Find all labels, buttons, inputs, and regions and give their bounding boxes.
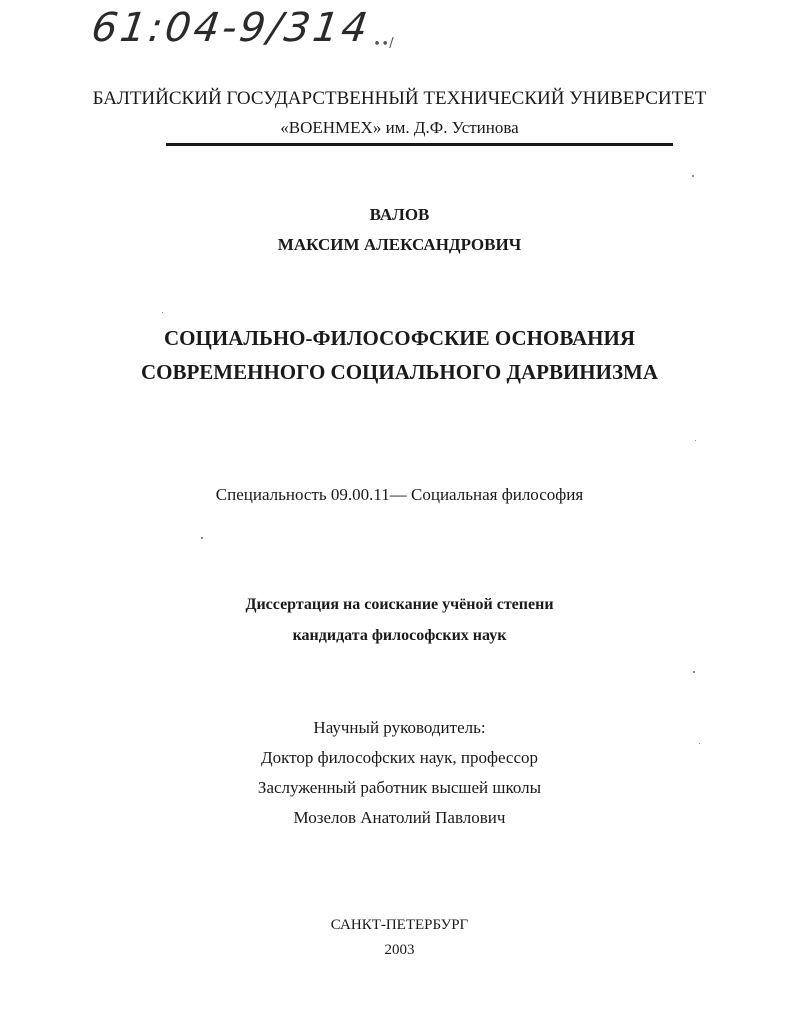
supervisor-honor: Заслуженный работник высшей школы <box>257 778 542 797</box>
dissertation-line-1: Диссертация на соискание учёной степени <box>245 596 554 613</box>
year: 2003 <box>384 942 415 958</box>
specialty: Специальность 09.00.11— Социальная философия <box>215 485 584 504</box>
thesis-title-line-2: СОВРЕМЕННОГО СОЦИАЛЬНОГО ДАРВИНИЗМА <box>140 360 659 384</box>
handwritten-mark: ∙∙/ <box>373 36 394 51</box>
supervisor-degree: Доктор философских наук, профессор <box>260 748 539 767</box>
scan-speck <box>692 175 694 177</box>
university-name: БАЛТИЙСКИЙ ГОСУДАРСТВЕННЫЙ ТЕХНИЧЕСКИЙ УНИВЕРСИТЕТ <box>92 88 707 109</box>
dissertation-line-2: кандидата философских наук <box>292 627 507 644</box>
supervisor-name: Мозелов Анатолий Павлович <box>293 808 506 827</box>
scan-speck <box>699 743 700 744</box>
university-subtitle: «ВОЕНМЕХ» им. Д.Ф. Устинова <box>280 118 519 137</box>
city: САНКТ-ПЕТЕРБУРГ <box>330 917 469 933</box>
scan-speck <box>693 671 695 673</box>
thesis-title-line-1: СОЦИАЛЬНО-ФИЛОСОФСКИЕ ОСНОВАНИЯ <box>163 326 636 350</box>
scan-speck <box>162 312 163 313</box>
handwritten-archive-number: 61:04-9/314 <box>88 5 374 51</box>
author-surname: ВАЛОВ <box>369 205 430 224</box>
scan-speck <box>201 537 203 539</box>
supervisor-label: Научный руководитель: <box>313 718 486 737</box>
author-given-names: МАКСИМ АЛЕКСАНДРОВИЧ <box>277 235 522 254</box>
header-divider <box>166 143 673 146</box>
scan-speck <box>695 440 696 441</box>
